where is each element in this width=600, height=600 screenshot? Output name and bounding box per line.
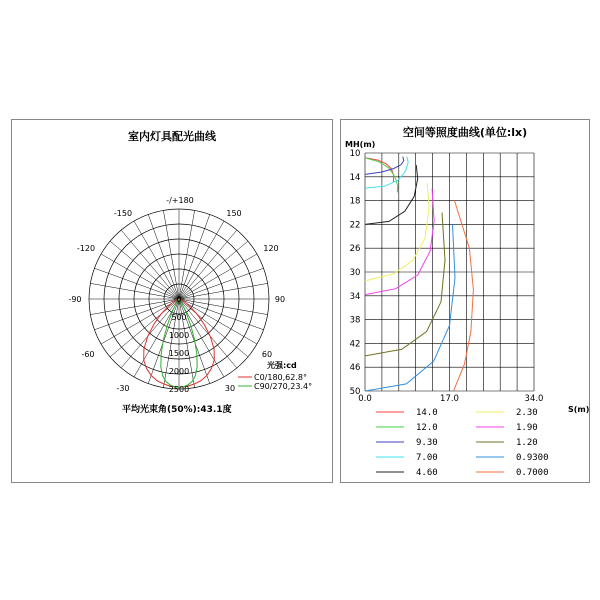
iso-y-tick-label: 38 — [349, 315, 361, 326]
iso-y-tick-label: 14 — [349, 172, 361, 183]
iso-y-tick-label: 26 — [349, 244, 361, 255]
iso-xlabel: S(m) — [568, 405, 589, 414]
radial-tick-label: 2500 — [168, 385, 190, 394]
iso-title: 空间等照度曲线(单位:lx) — [402, 126, 528, 139]
angle-label-m150: -150 — [113, 209, 133, 218]
iso-y-tick-label: 50 — [349, 387, 361, 397]
iso-legend-label: 7.00 — [416, 453, 438, 463]
iso-legend-label: 0.9300 — [516, 453, 549, 463]
iso-y-tick-label: 30 — [349, 268, 361, 278]
iso-y-tick-label: 18 — [349, 196, 361, 207]
iso-x-tick-label: 17.0 — [440, 394, 459, 404]
polar-title: 室内灯具配光曲线 — [128, 130, 216, 143]
angle-label-p90: 90 — [274, 295, 286, 304]
iso-x-tick-label: 0.0 — [358, 394, 372, 404]
angle-label-m120: -120 — [76, 244, 96, 253]
beam-angle-text: 平均光束角(50%):43.1度 — [122, 405, 232, 415]
iso-legend-label: 2.30 — [516, 408, 538, 418]
iso-series-line — [365, 165, 418, 225]
radial-tick-label: 2000 — [168, 367, 190, 376]
angle-label-m30: -30 — [116, 384, 130, 393]
luminous-intensity-panel — [11, 119, 333, 483]
legend-title: 光强:cd — [267, 361, 297, 370]
iso-y-tick-label: 10 — [349, 149, 361, 159]
iso-y-tick-label: 42 — [349, 339, 361, 350]
radial-tick-label: 0 — [176, 295, 182, 304]
angle-label-m90: -90 — [68, 295, 82, 304]
iso-series-line — [365, 183, 429, 281]
legend-label-c90: C90/270,23.4° — [254, 382, 313, 391]
polar-chart — [12, 120, 332, 482]
isoilluminance-panel — [340, 119, 590, 483]
iso-series-line — [365, 158, 398, 193]
iso-ylabel: MH(m) — [345, 140, 376, 149]
iso-series-line — [365, 157, 408, 189]
iso-y-tick-label: 22 — [349, 220, 361, 231]
iso-y-tick-label: 46 — [349, 363, 361, 374]
isoilluminance-chart — [341, 120, 589, 482]
radial-tick-label: 1500 — [168, 349, 190, 358]
iso-legend-label: 4.60 — [416, 468, 438, 478]
iso-legend-label: 14.0 — [416, 408, 438, 418]
iso-legend-label: 12.0 — [416, 423, 438, 433]
angle-label-p150: 150 — [226, 209, 242, 218]
angle-label-p30: 30 — [224, 384, 236, 393]
iso-legend — [376, 408, 549, 478]
radial-tick-label: 1000 — [168, 331, 190, 340]
iso-grid — [365, 153, 534, 391]
iso-legend-label: 9.30 — [416, 438, 438, 448]
iso-legend-label: 1.20 — [516, 438, 538, 448]
iso-series-line — [365, 224, 455, 391]
iso-legend-label: 0.7000 — [516, 468, 549, 478]
angle-label-m60: -60 — [81, 350, 95, 359]
iso-curves — [365, 157, 473, 391]
legend-label-c0: C0/180,62.8° — [254, 373, 307, 382]
angle-label-p60: 60 — [261, 350, 273, 359]
iso-y-tick-label: 34 — [349, 291, 361, 302]
iso-x-tick-label: 34.0 — [524, 394, 544, 404]
angle-label-top: -/+180 — [166, 196, 194, 205]
iso-legend-label: 1.90 — [516, 423, 538, 433]
radial-tick-label: 500 — [171, 313, 187, 322]
iso-series-line — [365, 213, 445, 356]
angle-label-p120: 120 — [263, 244, 279, 253]
